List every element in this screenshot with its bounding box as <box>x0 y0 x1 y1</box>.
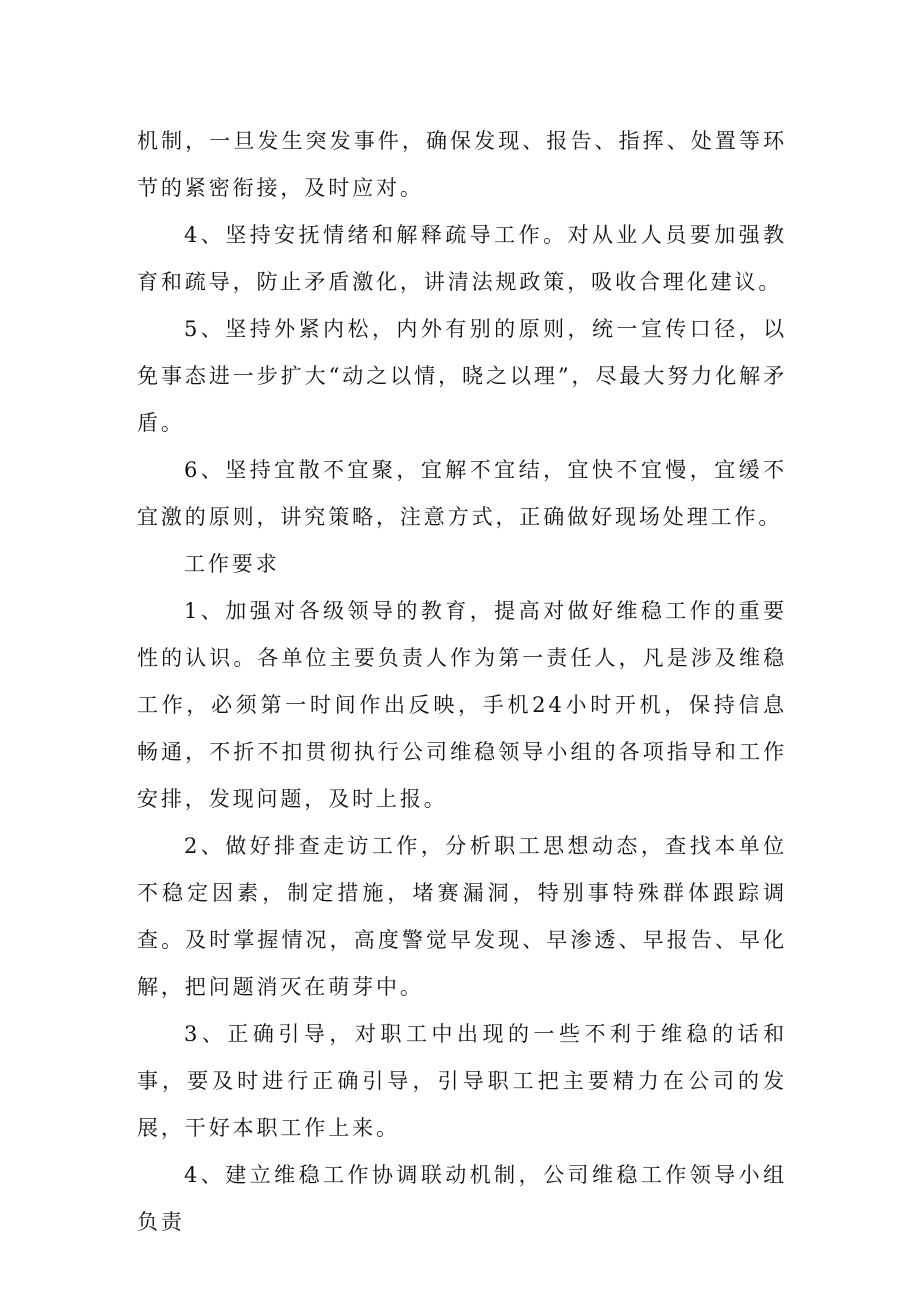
paragraph-item-5-principle: 5、坚持外紧内松，内外有别的原则，统一宣传口径，以免事态进一步扩大“动之以情，晓之以理”，尽最大努力化解矛盾。 <box>137 317 787 435</box>
paragraph-item-6-disperse: 6、坚持宜散不宜聚，宜解不宜结，宜快不宜慢，宜缓不宜激的原则，讲究策略，注意方式，正确做好现场处理工作。 <box>137 458 787 529</box>
document-body <box>137 118 787 1246</box>
section-heading-requirements: 工作要求 <box>184 552 280 576</box>
paragraph-item-4-soothe: 4、坚持安抚情绪和解释疏导工作。对从业人员要加强教育和疏导，防止矛盾激化，讲清法规政策，吸收合理化建议。 <box>137 223 787 294</box>
paragraph-req-2-investigation: 2、做好排查走访工作，分析职工思想动态，查找本单位不稳定因素，制定措施，堵赛漏洞，特别事特殊群体跟踪调查。及时掌握情况，高度警觉早发现、早渗透、早报告、早化解，把问题消灭在萌芽中。 <box>137 834 787 999</box>
paragraph-req-3-guidance: 3、正确引导，对职工中出现的一些不利于维稳的话和事，要及时进行正确引导，引导职工把主要精力在公司的发展，干好本职工作上来。 <box>137 1022 787 1140</box>
paragraph-req-1-education: 1、加强对各级领导的教育，提高对做好维稳工作的重要性的认识。各单位主要负责人作为第一责任人，凡是涉及维稳工作，必须第一时间作出反映，手机24小时开机，保持信息畅通，不折不扣贯彻执行公司维稳领导小组的各项指导和工作安排，发现问题，及时上报。 <box>137 599 787 811</box>
paragraph-continuation: 机制，一旦发生突发事件，确保发现、报告、指挥、处置等环节的紧密衔接，及时应对。 <box>137 129 787 200</box>
paragraph-req-4-coordination: 4、建立维稳工作协调联动机制，公司维稳工作领导小组负责 <box>137 1163 787 1234</box>
